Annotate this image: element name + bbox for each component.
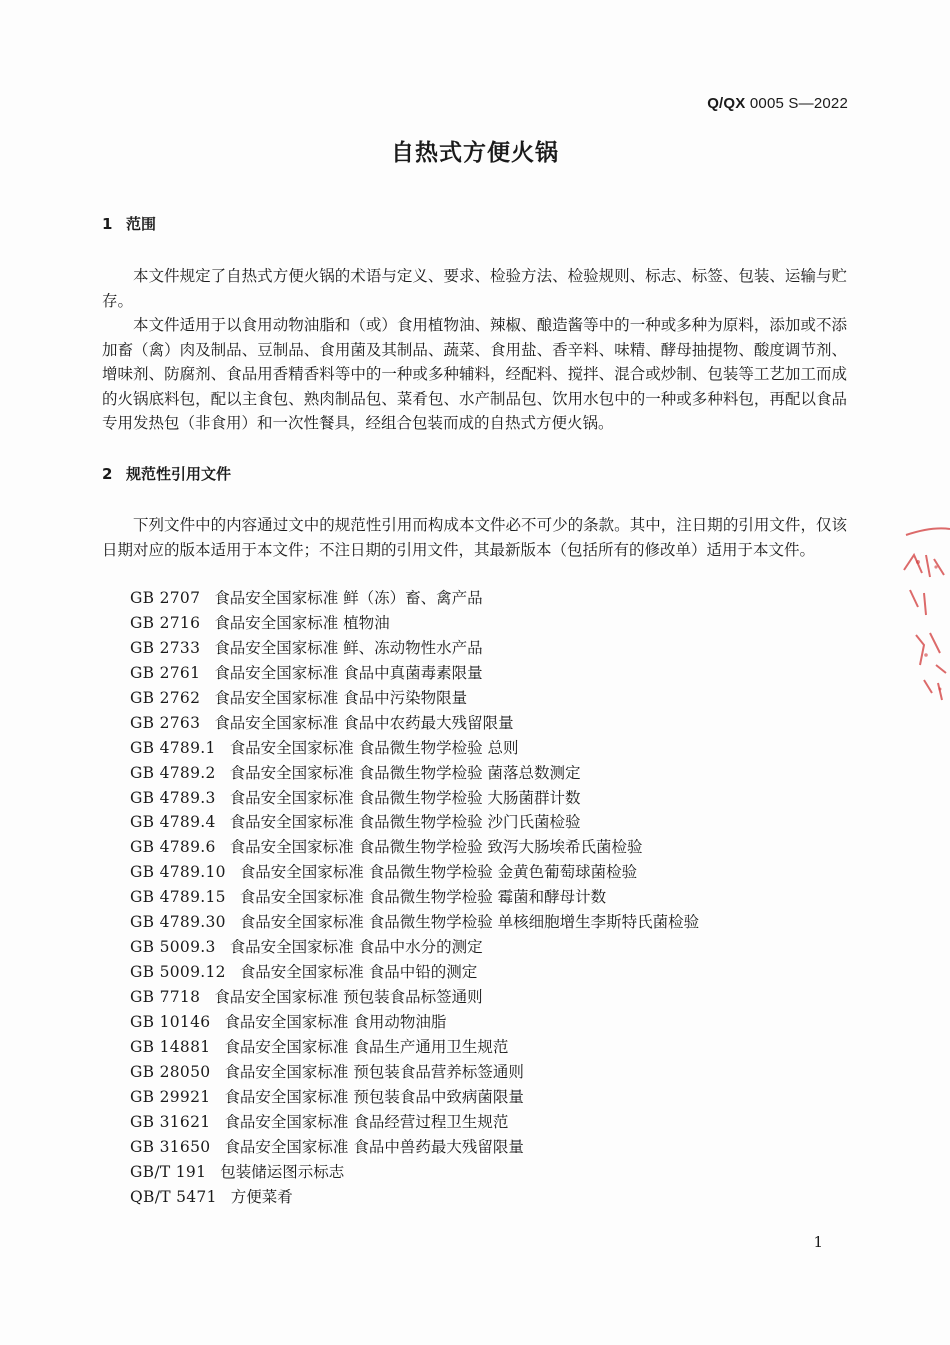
reference-title: 食品安全国家标准 食品微生物学检验 大肠菌群计数 bbox=[229, 788, 581, 807]
reference-item bbox=[130, 1160, 699, 1185]
reference-title: 食品安全国家标准 食品微生物学检验 单核细胞增生李斯特氏菌检验 bbox=[239, 913, 700, 932]
reference-item bbox=[130, 885, 699, 910]
reference-item bbox=[130, 985, 699, 1010]
seal-stamp-graphic bbox=[896, 515, 950, 715]
reference-title: 包装储运图示标志 bbox=[220, 1162, 345, 1181]
scope-paragraph-2: 本文件适用于以食用动物油脂和（或）食用植物油、辣椒、酿造酱等中的一种或多种为原料，添加或不添加畜（禽）肉及制品、豆制品、食用菌及其制品、蔬菜、食用盐、香辛料、味精、酵母抽提物、酸度调节剂、增味剂、防腐剂、食品用香精香料等中的一种或多种辅料，经配料、搅拌、混合或炒制、包装等工艺加工而成的火锅底料包，配以主食包、熟肉制品包、菜肴包、水产制品包、饮用水包中的一种或多种料包，再配以食品专用发热包（非食用）和一次性餐具，经组合包装而成的自热式方便火锅。 bbox=[102, 316, 847, 432]
reference-code: QB/T 5471 bbox=[130, 1187, 217, 1206]
reference-code: GB 4789.6 bbox=[130, 838, 216, 857]
reference-item bbox=[130, 1085, 699, 1110]
reference-item bbox=[130, 786, 699, 811]
references-intro-paragraph: 下列文件中的内容通过文中的规范性引用而构成本文件必不可少的条款。其中，注日期的引用文件，仅该日期对应的版本适用于本文件；不注日期的引用文件，其最新版本（包括所有的修改单）适用于本文件。 bbox=[102, 516, 847, 559]
reference-item bbox=[130, 1185, 699, 1210]
reference-code: GB 2716 bbox=[130, 613, 201, 632]
reference-title: 食品安全国家标准 预包装食品营养标签通则 bbox=[224, 1062, 524, 1081]
reference-title: 食品安全国家标准 食品经营过程卫生规范 bbox=[224, 1112, 509, 1131]
standard-number: 0005 S—2022 bbox=[749, 95, 848, 112]
reference-item bbox=[130, 636, 699, 661]
reference-item bbox=[130, 736, 699, 761]
reference-code: GB/T 191 bbox=[130, 1162, 207, 1181]
reference-title: 方便菜肴 bbox=[230, 1187, 293, 1206]
reference-code: GB 2733 bbox=[130, 638, 201, 657]
reference-item bbox=[130, 810, 699, 835]
reference-item bbox=[130, 711, 699, 736]
reference-item bbox=[130, 1010, 699, 1035]
reference-item bbox=[130, 1110, 699, 1135]
reference-code: GB 2761 bbox=[130, 663, 201, 682]
page-number: 1 bbox=[813, 1233, 823, 1251]
reference-title: 食品安全国家标准 食品微生物学检验 总则 bbox=[229, 738, 519, 757]
reference-title: 食品安全国家标准 食品微生物学检验 沙门氏菌检验 bbox=[229, 813, 581, 832]
section-number: 2 bbox=[102, 465, 113, 483]
standard-prefix: Q/QX bbox=[707, 95, 746, 112]
reference-item bbox=[130, 935, 699, 960]
reference-item bbox=[130, 611, 699, 636]
reference-title: 食品安全国家标准 预包装食品中致病菌限量 bbox=[224, 1087, 524, 1106]
reference-title: 食品安全国家标准 植物油 bbox=[214, 613, 390, 632]
reference-title: 食品安全国家标准 食用动物油脂 bbox=[224, 1012, 447, 1031]
seal-stamp-fragment bbox=[896, 515, 950, 715]
reference-item bbox=[130, 960, 699, 985]
reference-title: 食品安全国家标准 预包装食品标签通则 bbox=[214, 988, 483, 1006]
reference-code: GB 5009.12 bbox=[130, 963, 226, 982]
reference-code: GB 10146 bbox=[130, 1012, 211, 1031]
reference-code: GB 2762 bbox=[130, 688, 201, 707]
reference-title: 食品安全国家标准 食品中污染物限量 bbox=[214, 688, 468, 707]
reference-code: GB 4789.3 bbox=[130, 788, 216, 807]
reference-code: GB 7718 bbox=[130, 988, 201, 1006]
reference-item bbox=[130, 661, 699, 686]
reference-item bbox=[130, 761, 699, 786]
reference-code: GB 2707 bbox=[130, 589, 201, 607]
document-title: 自热式方便火锅 bbox=[391, 140, 559, 166]
section-title: 规范性引用文件 bbox=[126, 465, 232, 483]
standard-code bbox=[707, 95, 848, 112]
reference-code: GB 31621 bbox=[130, 1112, 211, 1131]
reference-title: 食品安全国家标准 食品微生物学检验 霉菌和酵母计数 bbox=[239, 888, 607, 907]
reference-code: GB 4789.4 bbox=[130, 813, 216, 832]
reference-code: GB 4789.30 bbox=[130, 913, 226, 932]
reference-title: 食品安全国家标准 鲜、冻动物性水产品 bbox=[214, 638, 483, 657]
reference-title: 食品安全国家标准 食品微生物学检验 致泻大肠埃希氏菌检验 bbox=[229, 838, 643, 857]
reference-item bbox=[130, 910, 699, 935]
reference-code: GB 14881 bbox=[130, 1037, 211, 1056]
scope-paragraph-1: 本文件规定了自热式方便火锅的术语与定义、要求、检验方法、检验规则、标志、标签、包装、运输与贮存。 bbox=[102, 267, 847, 310]
reference-title: 食品安全国家标准 食品中水分的测定 bbox=[229, 938, 483, 957]
reference-title: 食品安全国家标准 鲜（冻）畜、禽产品 bbox=[214, 589, 483, 607]
reference-item bbox=[130, 860, 699, 885]
reference-title: 食品安全国家标准 食品中兽药最大残留限量 bbox=[224, 1137, 524, 1156]
reference-item bbox=[130, 1060, 699, 1085]
reference-code: GB 31650 bbox=[130, 1137, 211, 1156]
reference-title: 食品安全国家标准 食品微生物学检验 菌落总数测定 bbox=[229, 763, 581, 782]
section-heading-normative-references bbox=[102, 463, 231, 484]
reference-code: GB 4789.15 bbox=[130, 888, 226, 907]
reference-code: GB 28050 bbox=[130, 1062, 211, 1081]
section-number: 1 bbox=[102, 215, 113, 233]
reference-code: GB 5009.3 bbox=[130, 938, 216, 957]
reference-item bbox=[130, 686, 699, 711]
reference-code: GB 2763 bbox=[130, 713, 201, 732]
reference-item bbox=[130, 586, 699, 611]
reference-title: 食品安全国家标准 食品中农药最大残留限量 bbox=[214, 713, 514, 732]
reference-item bbox=[130, 1035, 699, 1060]
section-heading-scope bbox=[102, 213, 156, 234]
section-title: 范围 bbox=[126, 215, 157, 233]
reference-title: 食品安全国家标准 食品中铅的测定 bbox=[239, 963, 478, 982]
reference-item bbox=[130, 835, 699, 860]
reference-item bbox=[130, 1135, 699, 1160]
reference-code: GB 4789.10 bbox=[130, 863, 226, 882]
reference-title: 食品安全国家标准 食品中真菌毒素限量 bbox=[214, 663, 483, 682]
reference-code: GB 4789.1 bbox=[130, 738, 216, 757]
reference-code: GB 4789.2 bbox=[130, 763, 216, 782]
reference-list bbox=[130, 586, 699, 1209]
reference-code: GB 29921 bbox=[130, 1087, 211, 1106]
reference-title: 食品安全国家标准 食品生产通用卫生规范 bbox=[224, 1037, 509, 1056]
reference-title: 食品安全国家标准 食品微生物学检验 金黄色葡萄球菌检验 bbox=[239, 863, 638, 882]
